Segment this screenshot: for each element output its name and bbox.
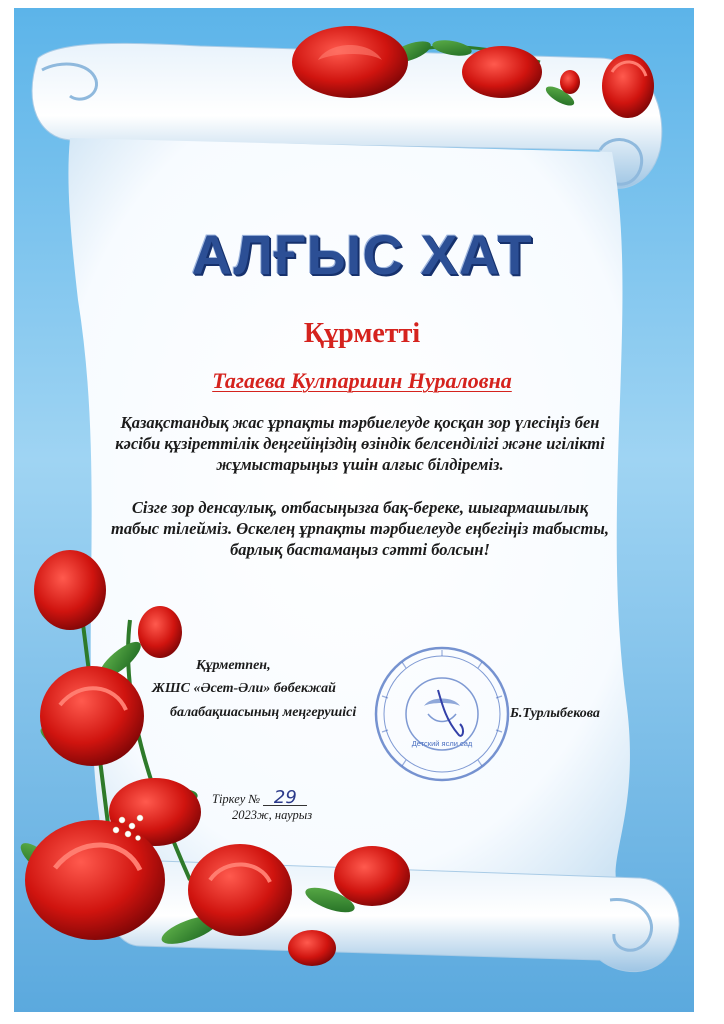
organization-line: ЖШС «Әсет-Әли» бөбекжай <box>152 681 336 696</box>
recipient-name: Тагаева Кулпаршин Нураловна <box>212 368 512 393</box>
signer-name: Б.Турлыбекова <box>510 706 600 721</box>
stamp-center-text: Детский ясли сад <box>411 739 473 748</box>
gratitude-paragraph: Қазақстандық жас ұрпақты тәрбиелеуде қосқан зор үлесіңіз бен кәсіби құзіреттілік деңгейіңіздің өзіндік белсенділігі және игілікті жұмыстарыңыз үшін алғыс білдіреміз. <box>115 413 605 474</box>
wishes-paragraph: Сізге зор денсаулық, отбасыңызға бақ-береке, шығармашылық табыс тілейміз. Өскелең ұрпақты тәрбиелеуде еңбегіңіз табысты, барлық бастамаңыз сәтті болсын! <box>111 498 609 559</box>
registration-label: Тіркеу № <box>212 792 261 806</box>
greeting: Құрметті <box>303 318 421 349</box>
certificate-title: АЛҒЫС ХАТ <box>191 223 533 286</box>
position-line: балабақшасының меңгерушісі <box>170 705 357 720</box>
registration-number-value: 29 <box>263 791 307 806</box>
regards-text: Құрметпен, <box>196 658 271 673</box>
round-stamp <box>372 644 512 784</box>
registration-number <box>212 787 307 808</box>
registration-date: 2023ж, наурыз <box>232 808 313 822</box>
